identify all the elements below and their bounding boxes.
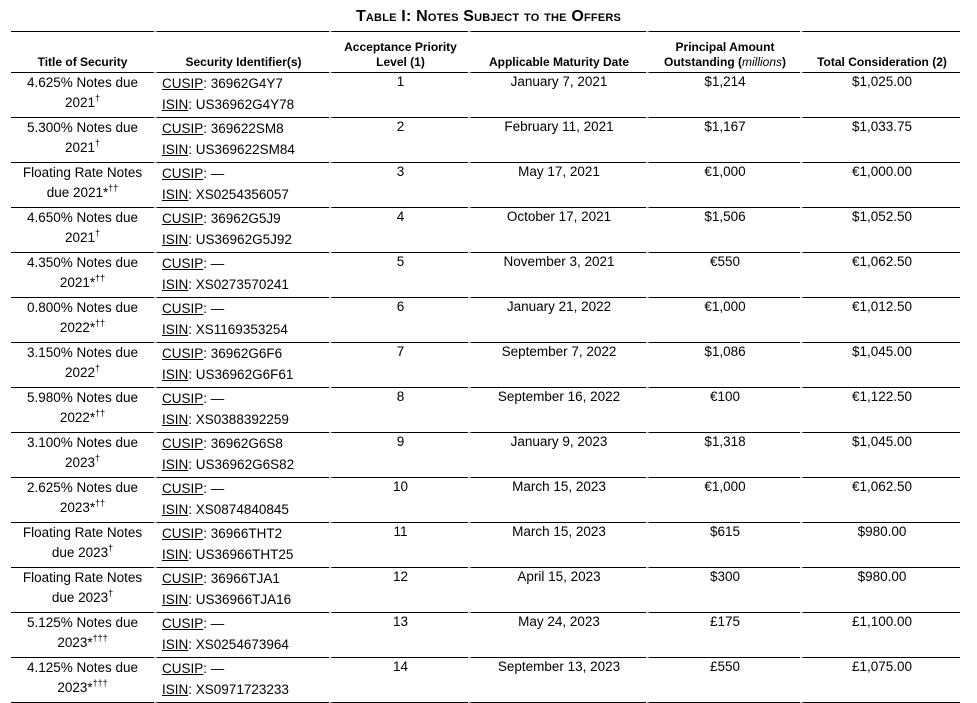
security-title: 4.125% Notes due 2023*††† bbox=[11, 658, 154, 703]
security-identifiers: CUSIP: 36962G4Y7 ISIN: US36962G4Y78 bbox=[154, 73, 329, 118]
total-consideration: €1,000.00 bbox=[800, 163, 960, 208]
cusip-value: — bbox=[210, 481, 225, 496]
isin-value: XS0273570241 bbox=[195, 277, 289, 292]
security-title: 2.625% Notes due 2023*†† bbox=[11, 478, 154, 523]
principal-outstanding: €1,000 bbox=[646, 298, 800, 343]
header-row bbox=[11, 31, 960, 73]
isin-label: ISIN bbox=[162, 637, 189, 652]
footnote-mark: ††† bbox=[92, 678, 108, 688]
table-row bbox=[11, 163, 960, 208]
isin-value: US36962G5J92 bbox=[195, 232, 292, 247]
total-consideration: $1,045.00 bbox=[800, 343, 960, 388]
security-title: Floating Rate Notes due 2021*†† bbox=[11, 163, 154, 208]
isin-value: US36962G6F61 bbox=[195, 367, 294, 382]
maturity-date: September 16, 2022 bbox=[468, 388, 646, 433]
security-identifiers: CUSIP: 36962G6F6 ISIN: US36962G6F61 bbox=[154, 343, 329, 388]
cusip-label: CUSIP bbox=[162, 346, 204, 361]
cusip-label: CUSIP bbox=[162, 301, 204, 316]
footnote-mark: † bbox=[108, 543, 114, 553]
cusip-value: 36962G6S8 bbox=[210, 436, 283, 451]
maturity-date: March 15, 2023 bbox=[468, 523, 646, 568]
maturity-date: October 17, 2021 bbox=[468, 208, 646, 253]
total-consideration: €1,122.50 bbox=[800, 388, 960, 433]
footnote-mark: † bbox=[95, 93, 101, 103]
footnote-mark: †† bbox=[108, 183, 119, 193]
priority-level: 11 bbox=[329, 523, 468, 568]
principal-outstanding: $1,086 bbox=[646, 343, 800, 388]
principal-outstanding: $300 bbox=[646, 568, 800, 613]
security-title: 0.800% Notes due 2022*†† bbox=[11, 298, 154, 343]
isin-label: ISIN bbox=[162, 322, 189, 337]
col-header-consideration: Total Consideration (2) bbox=[800, 31, 960, 73]
footnote-mark: † bbox=[108, 588, 114, 598]
table-row bbox=[11, 658, 960, 703]
principal-outstanding: €100 bbox=[646, 388, 800, 433]
priority-level: 6 bbox=[329, 298, 468, 343]
isin-label: ISIN bbox=[162, 547, 189, 562]
maturity-date: April 15, 2023 bbox=[468, 568, 646, 613]
table-title: Table I: Notes Subject to the Offers bbox=[355, 8, 622, 25]
isin-label: ISIN bbox=[162, 277, 189, 292]
isin-value: XS1169353254 bbox=[195, 322, 288, 337]
footnote-mark: ††† bbox=[92, 633, 108, 643]
principal-outstanding: $1,506 bbox=[646, 208, 800, 253]
cusip-value: — bbox=[210, 166, 225, 181]
table-row bbox=[11, 118, 960, 163]
table-row bbox=[11, 478, 960, 523]
priority-level: 14 bbox=[329, 658, 468, 703]
footnote-mark: †† bbox=[95, 273, 106, 283]
isin-value: XS0388392259 bbox=[195, 412, 289, 427]
cusip-value: 36962G6F6 bbox=[210, 346, 283, 361]
maturity-date: January 21, 2022 bbox=[468, 298, 646, 343]
security-title: 3.150% Notes due 2022† bbox=[11, 343, 154, 388]
cusip-value: 36966THT2 bbox=[210, 526, 283, 541]
col-header-priority: Acceptance Priority Level (1) bbox=[329, 31, 468, 73]
principal-outstanding: £550 bbox=[646, 658, 800, 703]
total-consideration: $980.00 bbox=[800, 523, 960, 568]
isin-label: ISIN bbox=[162, 97, 189, 112]
maturity-date: January 9, 2023 bbox=[468, 433, 646, 478]
security-title: Floating Rate Notes due 2023† bbox=[11, 523, 154, 568]
maturity-date: September 7, 2022 bbox=[468, 343, 646, 388]
maturity-date: September 13, 2023 bbox=[468, 658, 646, 703]
total-consideration: €1,062.50 bbox=[800, 253, 960, 298]
table-row bbox=[11, 523, 960, 568]
priority-level: 9 bbox=[329, 433, 468, 478]
isin-label: ISIN bbox=[162, 187, 189, 202]
isin-value: XS0874840845 bbox=[195, 502, 289, 517]
security-identifiers: CUSIP: 36962G6S8 ISIN: US36962G6S82 bbox=[154, 433, 329, 478]
cusip-label: CUSIP bbox=[162, 121, 204, 136]
col-header-title: Title of Security bbox=[11, 31, 154, 73]
notes-table bbox=[11, 31, 960, 703]
isin-value: US36962G6S82 bbox=[195, 457, 295, 472]
total-consideration: $1,052.50 bbox=[800, 208, 960, 253]
isin-value: US36966TJA16 bbox=[195, 592, 292, 607]
security-identifiers: CUSIP: 369622SM8 ISIN: US369622SM84 bbox=[154, 118, 329, 163]
principal-outstanding: $1,318 bbox=[646, 433, 800, 478]
principal-outstanding: €550 bbox=[646, 253, 800, 298]
security-title: 4.350% Notes due 2021*†† bbox=[11, 253, 154, 298]
table-row bbox=[11, 433, 960, 478]
priority-level: 7 bbox=[329, 343, 468, 388]
cusip-label: CUSIP bbox=[162, 616, 204, 631]
col-header-maturity: Applicable Maturity Date bbox=[468, 31, 646, 73]
maturity-date: March 15, 2023 bbox=[468, 478, 646, 523]
isin-label: ISIN bbox=[162, 232, 189, 247]
footnote-mark: † bbox=[95, 363, 101, 373]
principal-outstanding: $1,167 bbox=[646, 118, 800, 163]
table-row bbox=[11, 253, 960, 298]
cusip-value: 36962G4Y7 bbox=[210, 76, 283, 91]
maturity-date: November 3, 2021 bbox=[468, 253, 646, 298]
maturity-date: May 24, 2023 bbox=[468, 613, 646, 658]
total-consideration: $1,033.75 bbox=[800, 118, 960, 163]
security-identifiers: CUSIP: — ISIN: XS0273570241 bbox=[154, 253, 329, 298]
table-row bbox=[11, 568, 960, 613]
security-title: 5.980% Notes due 2022*†† bbox=[11, 388, 154, 433]
table-row bbox=[11, 613, 960, 658]
security-identifiers: CUSIP: 36966THT2 ISIN: US36966THT25 bbox=[154, 523, 329, 568]
cusip-label: CUSIP bbox=[162, 571, 204, 586]
isin-label: ISIN bbox=[162, 412, 189, 427]
security-identifiers: CUSIP: 36962G5J9 ISIN: US36962G5J92 bbox=[154, 208, 329, 253]
total-consideration: €1,012.50 bbox=[800, 298, 960, 343]
security-title: 3.100% Notes due 2023† bbox=[11, 433, 154, 478]
cusip-value: — bbox=[210, 301, 225, 316]
priority-level: 5 bbox=[329, 253, 468, 298]
cusip-label: CUSIP bbox=[162, 391, 204, 406]
security-identifiers: CUSIP: 36966TJA1 ISIN: US36966TJA16 bbox=[154, 568, 329, 613]
isin-label: ISIN bbox=[162, 367, 189, 382]
maturity-date: February 11, 2021 bbox=[468, 118, 646, 163]
priority-level: 8 bbox=[329, 388, 468, 433]
footnote-mark: † bbox=[95, 138, 101, 148]
priority-level: 10 bbox=[329, 478, 468, 523]
isin-label: ISIN bbox=[162, 502, 189, 517]
isin-label: ISIN bbox=[162, 682, 189, 697]
cusip-value: 36962G5J9 bbox=[210, 211, 281, 226]
maturity-date: May 17, 2021 bbox=[468, 163, 646, 208]
security-title: 5.300% Notes due 2021† bbox=[11, 118, 154, 163]
cusip-label: CUSIP bbox=[162, 661, 204, 676]
footnote-mark: † bbox=[95, 228, 101, 238]
isin-label: ISIN bbox=[162, 142, 189, 157]
total-consideration: $1,025.00 bbox=[800, 73, 960, 118]
cusip-value: — bbox=[210, 661, 225, 676]
security-title: 4.650% Notes due 2021† bbox=[11, 208, 154, 253]
cusip-label: CUSIP bbox=[162, 76, 204, 91]
table-row bbox=[11, 73, 960, 118]
footnote-mark: †† bbox=[95, 408, 106, 418]
security-identifiers: CUSIP: — ISIN: XS0971723233 bbox=[154, 658, 329, 703]
isin-value: XS0254356057 bbox=[195, 187, 289, 202]
security-identifiers: CUSIP: — ISIN: XS0254673964 bbox=[154, 613, 329, 658]
isin-value: US36966THT25 bbox=[195, 547, 294, 562]
table-row bbox=[11, 343, 960, 388]
table-row bbox=[11, 388, 960, 433]
isin-value: US36962G4Y78 bbox=[195, 97, 295, 112]
principal-outstanding: €1,000 bbox=[646, 163, 800, 208]
col-header-identifiers: Security Identifier(s) bbox=[154, 31, 329, 73]
cusip-label: CUSIP bbox=[162, 436, 204, 451]
isin-label: ISIN bbox=[162, 592, 189, 607]
principal-outstanding: $615 bbox=[646, 523, 800, 568]
security-title: Floating Rate Notes due 2023† bbox=[11, 568, 154, 613]
total-consideration: £1,100.00 bbox=[800, 613, 960, 658]
total-consideration: $1,045.00 bbox=[800, 433, 960, 478]
priority-level: 4 bbox=[329, 208, 468, 253]
security-identifiers: CUSIP: — ISIN: XS1169353254 bbox=[154, 298, 329, 343]
table-row bbox=[11, 298, 960, 343]
cusip-label: CUSIP bbox=[162, 211, 204, 226]
security-title: 5.125% Notes due 2023*††† bbox=[11, 613, 154, 658]
security-title: 4.625% Notes due 2021† bbox=[11, 73, 154, 118]
security-identifiers: CUSIP: — ISIN: XS0254356057 bbox=[154, 163, 329, 208]
isin-value: XS0254673964 bbox=[195, 637, 289, 652]
total-consideration: $980.00 bbox=[800, 568, 960, 613]
cusip-label: CUSIP bbox=[162, 166, 204, 181]
total-consideration: €1,062.50 bbox=[800, 478, 960, 523]
priority-level: 12 bbox=[329, 568, 468, 613]
isin-value: XS0971723233 bbox=[195, 682, 289, 697]
cusip-value: 369622SM8 bbox=[210, 121, 284, 136]
cusip-value: — bbox=[210, 616, 225, 631]
maturity-date: January 7, 2021 bbox=[468, 73, 646, 118]
footnote-mark: †† bbox=[95, 318, 106, 328]
priority-level: 1 bbox=[329, 73, 468, 118]
priority-level: 13 bbox=[329, 613, 468, 658]
security-identifiers: CUSIP: — ISIN: XS0874840845 bbox=[154, 478, 329, 523]
cusip-value: 36966TJA1 bbox=[210, 571, 280, 586]
priority-level: 2 bbox=[329, 118, 468, 163]
security-identifiers: CUSIP: — ISIN: XS0388392259 bbox=[154, 388, 329, 433]
footnote-mark: †† bbox=[95, 498, 106, 508]
col-header-principal: Principal Amount Outstanding (millions) bbox=[646, 31, 800, 73]
cusip-value: — bbox=[210, 256, 225, 271]
isin-value: US369622SM84 bbox=[195, 142, 295, 157]
footnote-mark: † bbox=[95, 453, 101, 463]
cusip-label: CUSIP bbox=[162, 481, 204, 496]
cusip-value: — bbox=[210, 391, 225, 406]
table-row bbox=[11, 208, 960, 253]
cusip-label: CUSIP bbox=[162, 256, 204, 271]
principal-outstanding: €1,000 bbox=[646, 478, 800, 523]
total-consideration: £1,075.00 bbox=[800, 658, 960, 703]
principal-outstanding: $1,214 bbox=[646, 73, 800, 118]
isin-label: ISIN bbox=[162, 457, 189, 472]
priority-level: 3 bbox=[329, 163, 468, 208]
principal-outstanding: £175 bbox=[646, 613, 800, 658]
cusip-label: CUSIP bbox=[162, 526, 204, 541]
